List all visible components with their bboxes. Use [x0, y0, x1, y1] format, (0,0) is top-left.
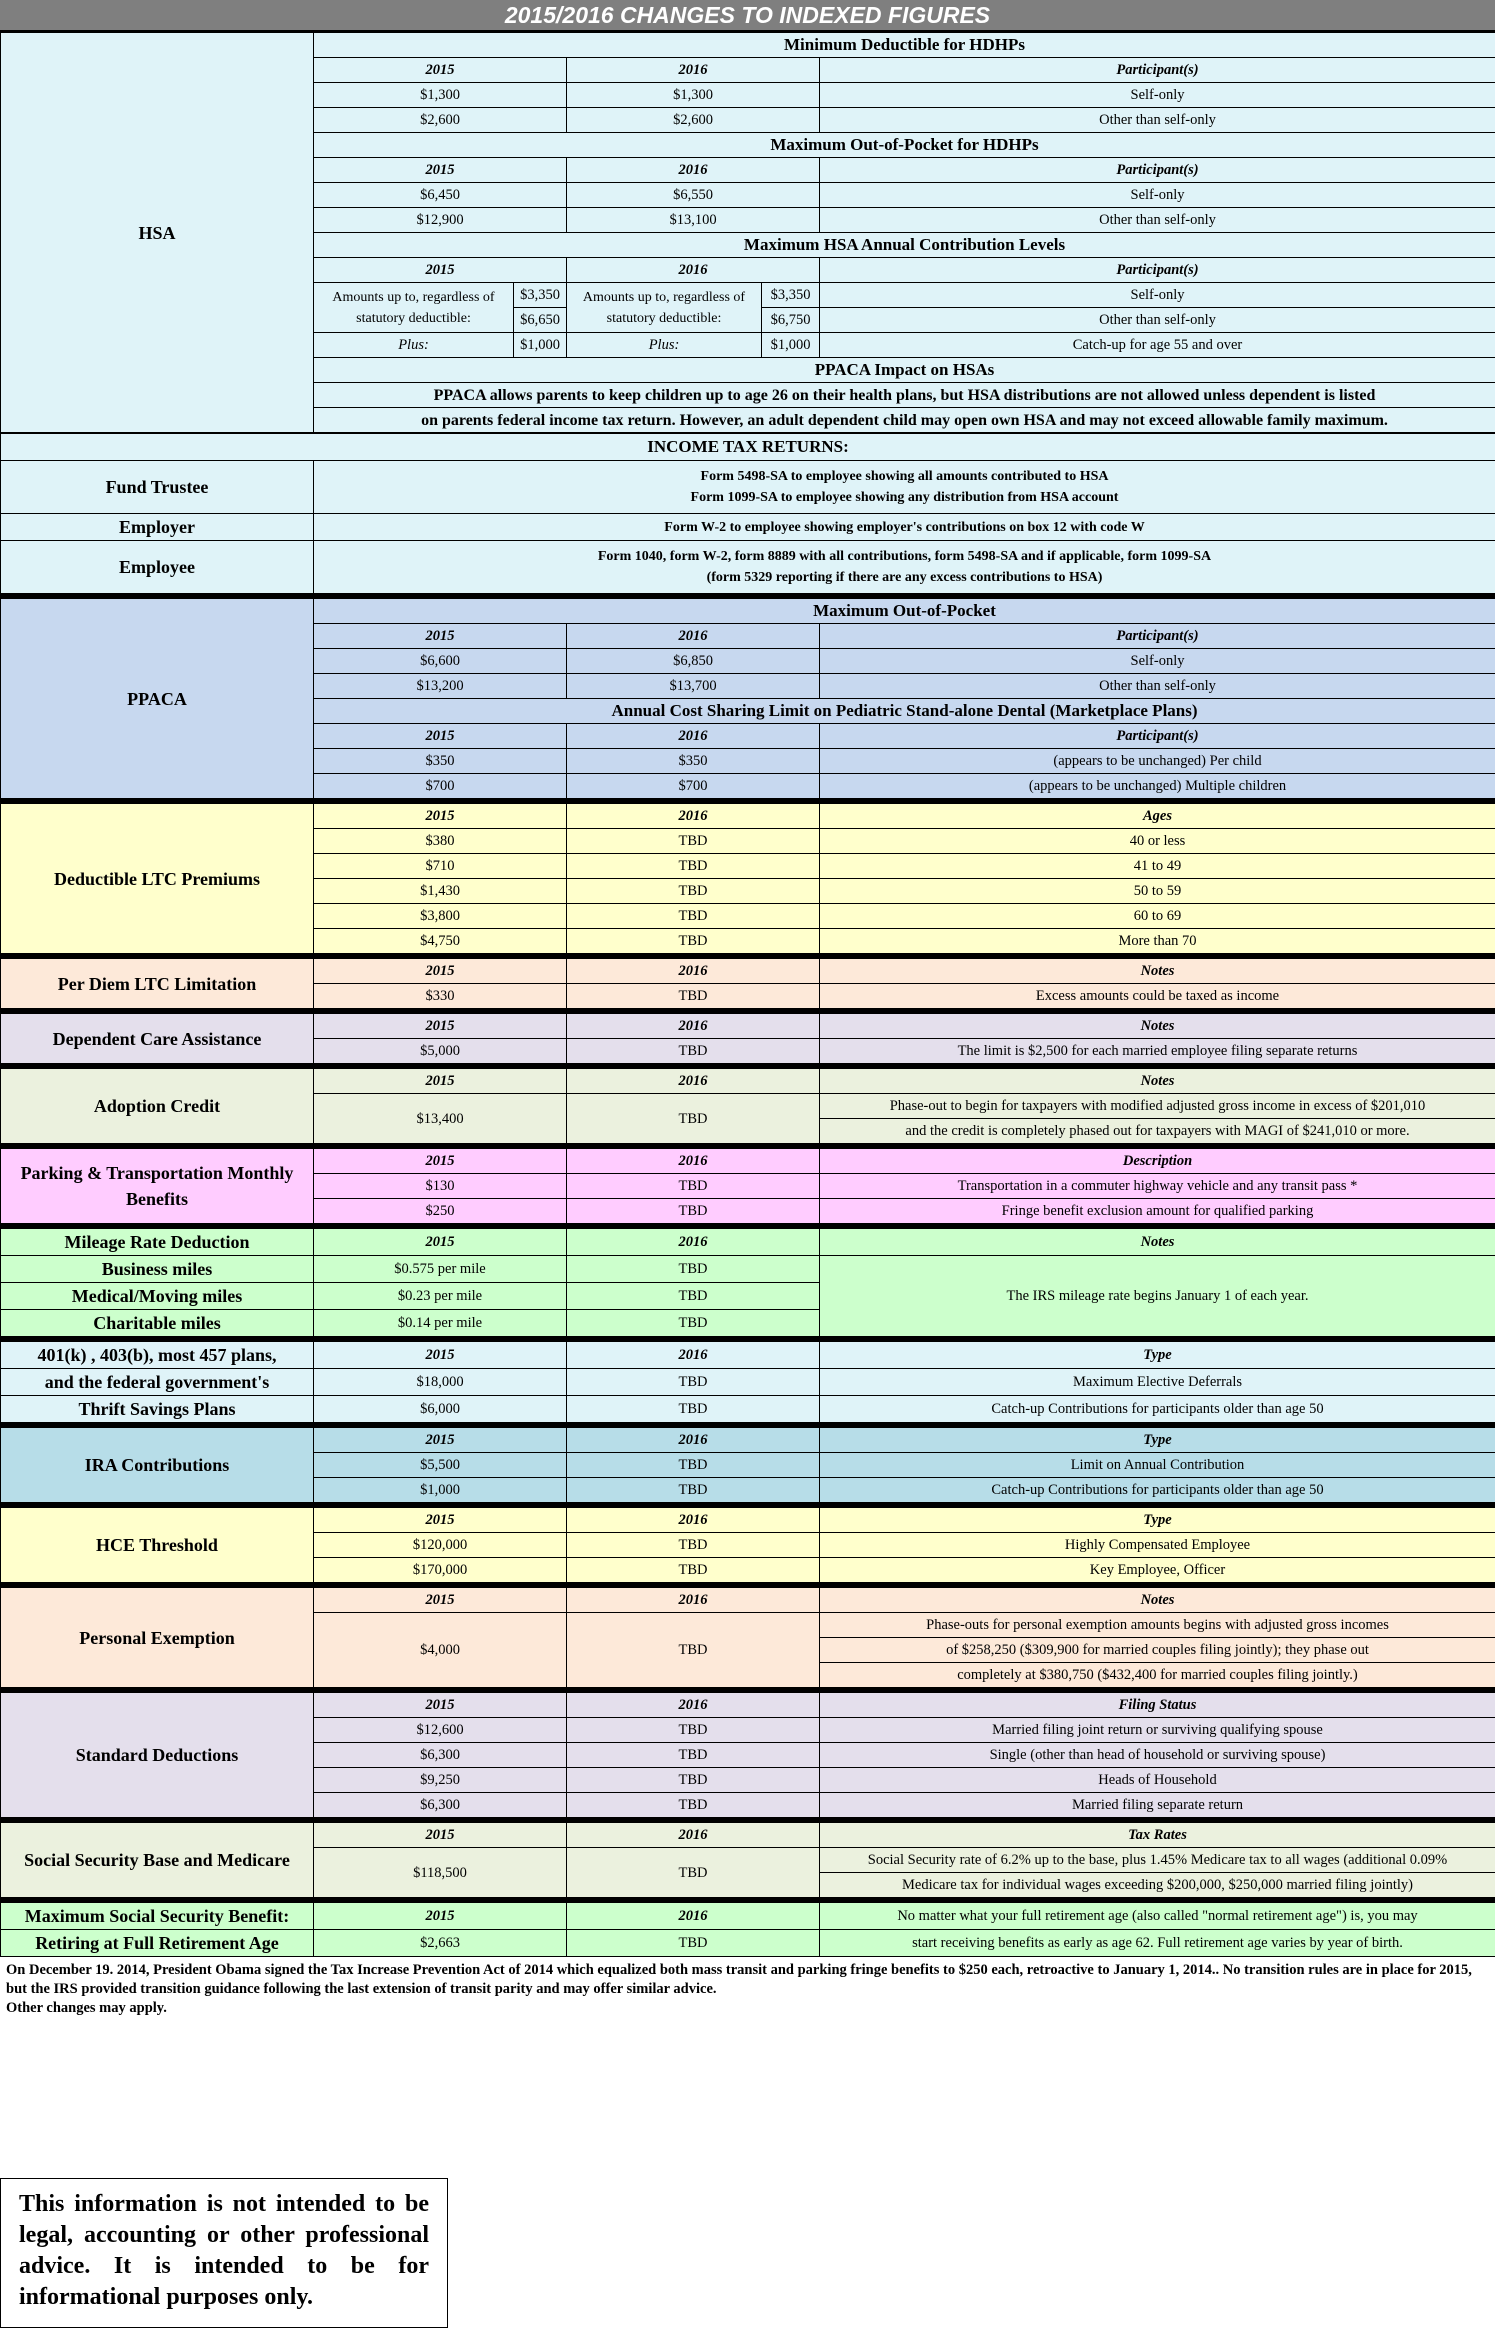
type: Maximum Elective Deferrals [820, 1369, 1495, 1396]
age-range: 60 to 69 [820, 904, 1495, 929]
note-line2: start receiving benefits as early as age 62. Full retirement age varies by year of birth. [820, 1930, 1495, 1957]
col-notes: Notes [820, 1227, 1495, 1256]
col-2016: 2016 [567, 158, 820, 183]
value-2016: TBD [567, 904, 820, 929]
value-2016: $1,000 [762, 333, 820, 358]
ss-base-label: Social Security Base and Medicare [1, 1821, 314, 1898]
value-2015: $13,400 [314, 1094, 567, 1144]
value-2016: TBD [567, 1793, 820, 1818]
fund-trustee-line2: Form 1099-SA to employee showing any distribution from HSA account [690, 490, 1119, 505]
value-2016: $350 [567, 749, 820, 774]
col-2015: 2015 [314, 1901, 567, 1930]
note: The limit is $2,500 for each married employee filing separate returns [820, 1039, 1495, 1064]
col-2016: 2016 [567, 1147, 820, 1174]
participant: (appears to be unchanged) Multiple children [820, 774, 1495, 799]
col-2015: 2015 [314, 1067, 567, 1094]
value-2016: TBD [567, 1768, 820, 1793]
value-2015: $330 [314, 984, 567, 1009]
type: Highly Compensated Employee [820, 1533, 1495, 1558]
value-2015: $120,000 [314, 1533, 567, 1558]
dependent-care-section [0, 1009, 1495, 1064]
value-2016: TBD [567, 984, 820, 1009]
value-2015: $3,800 [314, 904, 567, 929]
page-title: 2015/2016 CHANGES TO INDEXED FIGURES [0, 0, 1495, 32]
value-2016: TBD [567, 1453, 820, 1478]
filing-status: Married filing joint return or surviving qualifying spouse [820, 1718, 1495, 1743]
value-2016: TBD [567, 1039, 820, 1064]
col-2015: 2015 [314, 1426, 567, 1453]
ira-label: IRA Contributions [1, 1426, 314, 1503]
col-2016: 2016 [567, 258, 820, 283]
value-2015: $6,300 [314, 1743, 567, 1768]
hsa-label: HSA [1, 33, 314, 433]
adoption-section [0, 1064, 1495, 1144]
description: Transportation in a commuter highway vehicle and any transit pass * [820, 1174, 1495, 1199]
col-ages: Ages [820, 802, 1495, 829]
value-2015: $710 [314, 854, 567, 879]
amounts-note-2016: Amounts up to, regardless of statutory deductible: [567, 283, 762, 333]
col-2016: 2016 [567, 1821, 820, 1848]
plus-label: Plus: [314, 333, 514, 358]
value-2015: $130 [314, 1174, 567, 1199]
value-2016: $3,350 [762, 283, 820, 308]
plus-label: Plus: [567, 333, 762, 358]
note-line1: No matter what your full retirement age (also called "normal retirement age") is, you may [820, 1901, 1495, 1930]
value-2015: $2,600 [314, 108, 567, 133]
value-2015: $12,600 [314, 1718, 567, 1743]
value-2015: $1,000 [314, 1478, 567, 1503]
employee-label: Employee [1, 541, 314, 594]
note-line2: of $258,250 ($309,900 for married couples filing jointly); they phase out [820, 1638, 1495, 1663]
value-2015: $5,000 [314, 1039, 567, 1064]
value-2015: $18,000 [314, 1369, 567, 1396]
medical-miles-label: Medical/Moving miles [1, 1283, 314, 1310]
col-2015: 2015 [314, 724, 567, 749]
value-2016: TBD [567, 1094, 820, 1144]
hce-label: HCE Threshold [1, 1506, 314, 1583]
col-tax-rates: Tax Rates [820, 1821, 1495, 1848]
employer-line1: Form W-2 to employee showing employer's contributions on box 12 with code W [314, 514, 1495, 541]
value-2015: $0.575 per mile [314, 1256, 567, 1283]
plans-label-line2: and the federal government's [1, 1369, 314, 1396]
ppaca-oop-heading: Maximum Out-of-Pocket [314, 597, 1495, 624]
value-2016: TBD [567, 1478, 820, 1503]
retirement-plans-section [0, 1337, 1495, 1423]
ppaca-section [0, 594, 1495, 799]
hsa-section [0, 32, 1495, 433]
value-2016: TBD [567, 1310, 820, 1337]
participant: Self-only [820, 283, 1495, 308]
value-2015: $6,300 [314, 1793, 567, 1818]
value-2015: $700 [314, 774, 567, 799]
col-2015: 2015 [314, 1586, 567, 1613]
age-range: 50 to 59 [820, 879, 1495, 904]
per-diem-label: Per Diem LTC Limitation [1, 957, 314, 1009]
col-2016: 2016 [567, 724, 820, 749]
col-2016: 2016 [567, 1340, 820, 1369]
type: Limit on Annual Contribution [820, 1453, 1495, 1478]
col-2015: 2015 [314, 1340, 567, 1369]
value-2016: TBD [567, 854, 820, 879]
note-line2: and the credit is completely phased out for taxpayers with MAGI of $241,010 or more. [820, 1119, 1495, 1144]
value-2015: $3,350 [514, 283, 567, 308]
ira-section [0, 1423, 1495, 1503]
value-2015: $6,600 [314, 649, 567, 674]
per-diem-section [0, 954, 1495, 1009]
value-2015: $1,000 [514, 333, 567, 358]
value-2015: $6,650 [514, 308, 567, 333]
col-2015: 2015 [314, 1147, 567, 1174]
value-2015: $170,000 [314, 1558, 567, 1583]
col-participants: Participant(s) [820, 624, 1495, 649]
personal-exemption-section [0, 1583, 1495, 1688]
filing-status: Heads of Household [820, 1768, 1495, 1793]
note-line1: Phase-outs for personal exemption amounts begins with adjusted gross incomes [820, 1613, 1495, 1638]
col-2016: 2016 [567, 1227, 820, 1256]
col-notes: Notes [820, 1067, 1495, 1094]
value-2016: TBD [567, 1174, 820, 1199]
value-2015: $2,663 [314, 1930, 567, 1957]
col-2016: 2016 [567, 957, 820, 984]
participant: Other than self-only [820, 308, 1495, 333]
max-oop-heading: Maximum Out-of-Pocket for HDHPs [314, 133, 1495, 158]
value-2015: $1,300 [314, 83, 567, 108]
fund-trustee-label: Fund Trustee [1, 461, 314, 514]
value-2016: $6,550 [567, 183, 820, 208]
col-participants: Participant(s) [820, 258, 1495, 283]
hce-section [0, 1503, 1495, 1583]
col-2016: 2016 [567, 1067, 820, 1094]
type: Key Employee, Officer [820, 1558, 1495, 1583]
col-2016: 2016 [567, 1691, 820, 1718]
note-line1: Phase-out to begin for taxpayers with modified adjusted gross income in excess of $201,010 [820, 1094, 1495, 1119]
value-2015: $4,000 [314, 1613, 567, 1688]
standard-deductions-section [0, 1688, 1495, 1818]
col-2015: 2015 [314, 802, 567, 829]
value-2016: TBD [567, 1369, 820, 1396]
value-2016: TBD [567, 1743, 820, 1768]
charitable-miles-label: Charitable miles [1, 1310, 314, 1337]
plans-label-line3: Thrift Savings Plans [1, 1396, 314, 1423]
income-tax-heading: INCOME TAX RETURNS: [1, 434, 1495, 461]
col-2015: 2015 [314, 158, 567, 183]
value-2015: $118,500 [314, 1848, 567, 1898]
value-2016: TBD [567, 1256, 820, 1283]
col-type: Type [820, 1426, 1495, 1453]
ltc-section [0, 799, 1495, 954]
mileage-section [0, 1224, 1495, 1337]
ppaca-impact-line1: PPACA allows parents to keep children up to age 26 on their health plans, but HSA distributions are not allowed unless dependent is listed [314, 383, 1495, 408]
col-participants: Participant(s) [820, 724, 1495, 749]
col-2015: 2015 [314, 58, 567, 83]
contribution-heading: Maximum HSA Annual Contribution Levels [314, 233, 1495, 258]
footer-other: Other changes may apply. [6, 2000, 167, 2016]
value-2016: TBD [567, 829, 820, 854]
col-2016: 2016 [567, 58, 820, 83]
plans-label-line1: 401(k) , 403(b), most 457 plans, [1, 1340, 314, 1369]
col-participants: Participant(s) [820, 158, 1495, 183]
business-miles-label: Business miles [1, 1256, 314, 1283]
employee-line2: (form 5329 reporting if there are any excess contributions to HSA) [706, 570, 1103, 585]
value-2016: TBD [567, 1199, 820, 1224]
dependent-care-label: Dependent Care Assistance [1, 1012, 314, 1064]
parking-label: Parking & Transportation Monthly Benefits [1, 1147, 314, 1224]
mileage-note: The IRS mileage rate begins January 1 of each year. [820, 1256, 1495, 1337]
adoption-label: Adoption Credit [1, 1067, 314, 1144]
ppaca-label: PPACA [1, 597, 314, 799]
value-2016: $700 [567, 774, 820, 799]
mileage-label: Mileage Rate Deduction [1, 1227, 314, 1256]
ppaca-impact-heading: PPACA Impact on HSAs [314, 358, 1495, 383]
participant: (appears to be unchanged) Per child [820, 749, 1495, 774]
col-participants: Participant(s) [820, 58, 1495, 83]
col-2016: 2016 [567, 1426, 820, 1453]
participant: Self-only [820, 83, 1495, 108]
value-2015: $13,200 [314, 674, 567, 699]
filing-status: Single (other than head of household or surviving spouse) [820, 1743, 1495, 1768]
value-2015: $350 [314, 749, 567, 774]
ss-base-section [0, 1818, 1495, 1898]
min-deductible-heading: Minimum Deductible for HDHPs [314, 33, 1495, 58]
value-2016: TBD [567, 1930, 820, 1957]
ltc-label: Deductible LTC Premiums [1, 802, 314, 954]
col-2015: 2015 [314, 258, 567, 283]
col-type: Type [820, 1506, 1495, 1533]
disclaimer-box: This information is not intended to be legal, accounting or other professional advice. It is intended to be for informational purposes only. [0, 2178, 448, 2328]
value-2016: TBD [567, 1718, 820, 1743]
value-2016: TBD [567, 929, 820, 954]
type: Catch-up Contributions for participants older than age 50 [820, 1396, 1495, 1423]
value-2015: $0.14 per mile [314, 1310, 567, 1337]
income-tax-section [0, 433, 1495, 594]
col-description: Description [820, 1147, 1495, 1174]
amounts-note-2015: Amounts up to, regardless of statutory deductible: [314, 283, 514, 333]
col-2015: 2015 [314, 1506, 567, 1533]
type: Catch-up Contributions for participants older than age 50 [820, 1478, 1495, 1503]
exemption-label: Personal Exemption [1, 1586, 314, 1688]
col-2016: 2016 [567, 1012, 820, 1039]
col-2015: 2015 [314, 957, 567, 984]
value-2016: TBD [567, 1396, 820, 1423]
col-2015: 2015 [314, 624, 567, 649]
col-2016: 2016 [567, 1586, 820, 1613]
col-2015: 2015 [314, 1012, 567, 1039]
footer-note: On December 19. 2014, President Obama signed the Tax Increase Prevention Act of 2014 which equalized both mass transit and parking fringe benefits to $250 each, retroactive to January 1, 2014.. No transition rules are in place for 2015, but the IRS provided transition guidance following the last extension of transit parity and may offer similar advice. [6, 1962, 1472, 1997]
col-notes: Notes [820, 1012, 1495, 1039]
col-2016: 2016 [567, 1901, 820, 1930]
value-2016: TBD [567, 1848, 820, 1898]
value-2016: $13,700 [567, 674, 820, 699]
value-2016: TBD [567, 1283, 820, 1310]
participant: Self-only [820, 183, 1495, 208]
value-2016: $13,100 [567, 208, 820, 233]
value-2016: TBD [567, 1533, 820, 1558]
value-2015: $250 [314, 1199, 567, 1224]
age-range: 40 or less [820, 829, 1495, 854]
value-2015: $1,430 [314, 879, 567, 904]
value-2015: $380 [314, 829, 567, 854]
value-2016: TBD [567, 1558, 820, 1583]
age-range: More than 70 [820, 929, 1495, 954]
std-ded-label: Standard Deductions [1, 1691, 314, 1818]
col-filing-status: Filing Status [820, 1691, 1495, 1718]
ss-benefit-label-line1: Maximum Social Security Benefit: [1, 1901, 314, 1930]
col-notes: Notes [820, 957, 1495, 984]
participant: Self-only [820, 649, 1495, 674]
fund-trustee-line1: Form 5498-SA to employee showing all amounts contributed to HSA [700, 469, 1109, 484]
dental-heading: Annual Cost Sharing Limit on Pediatric Stand-alone Dental (Marketplace Plans) [314, 699, 1495, 724]
employee-line1: Form 1040, form W-2, form 8889 with all contributions, form 5498-SA and if applicable, form 1099-SA [597, 549, 1212, 564]
participant: Other than self-only [820, 108, 1495, 133]
note-line2: Medicare tax for individual wages exceeding $200,000, $250,000 married filing jointly) [820, 1873, 1495, 1898]
value-2016: $6,750 [762, 308, 820, 333]
col-notes: Notes [820, 1586, 1495, 1613]
value-2015: $12,900 [314, 208, 567, 233]
note-line3: completely at $380,750 ($432,400 for married couples filing jointly.) [820, 1663, 1495, 1688]
col-2016: 2016 [567, 802, 820, 829]
value-2016: $6,850 [567, 649, 820, 674]
participant: Catch-up for age 55 and over [820, 333, 1495, 358]
value-2015: $4,750 [314, 929, 567, 954]
ss-benefit-section [0, 1898, 1495, 1957]
ppaca-impact-line2: on parents federal income tax return. However, an adult dependent child may open own HSA and may not exceed allowable family maximum. [314, 408, 1495, 433]
parking-section [0, 1144, 1495, 1224]
note-line1: Social Security rate of 6.2% up to the base, plus 1.45% Medicare tax to all wages (additional 0.09% [820, 1848, 1495, 1873]
value-2016: $2,600 [567, 108, 820, 133]
employer-label: Employer [1, 514, 314, 541]
col-2015: 2015 [314, 1821, 567, 1848]
description: Fringe benefit exclusion amount for qualified parking [820, 1199, 1495, 1224]
col-2016: 2016 [567, 624, 820, 649]
value-2015: $0.23 per mile [314, 1283, 567, 1310]
col-2015: 2015 [314, 1227, 567, 1256]
value-2016: TBD [567, 879, 820, 904]
value-2015: $6,000 [314, 1396, 567, 1423]
age-range: 41 to 49 [820, 854, 1495, 879]
note: Excess amounts could be taxed as income [820, 984, 1495, 1009]
ss-benefit-label-line2: Retiring at Full Retirement Age [1, 1930, 314, 1957]
value-2015: $5,500 [314, 1453, 567, 1478]
value-2016: TBD [567, 1613, 820, 1688]
filing-status: Married filing separate return [820, 1793, 1495, 1818]
col-2015: 2015 [314, 1691, 567, 1718]
participant: Other than self-only [820, 674, 1495, 699]
col-type: Type [820, 1340, 1495, 1369]
col-2016: 2016 [567, 1506, 820, 1533]
value-2016: $1,300 [567, 83, 820, 108]
participant: Other than self-only [820, 208, 1495, 233]
value-2015: $6,450 [314, 183, 567, 208]
value-2015: $9,250 [314, 1768, 567, 1793]
